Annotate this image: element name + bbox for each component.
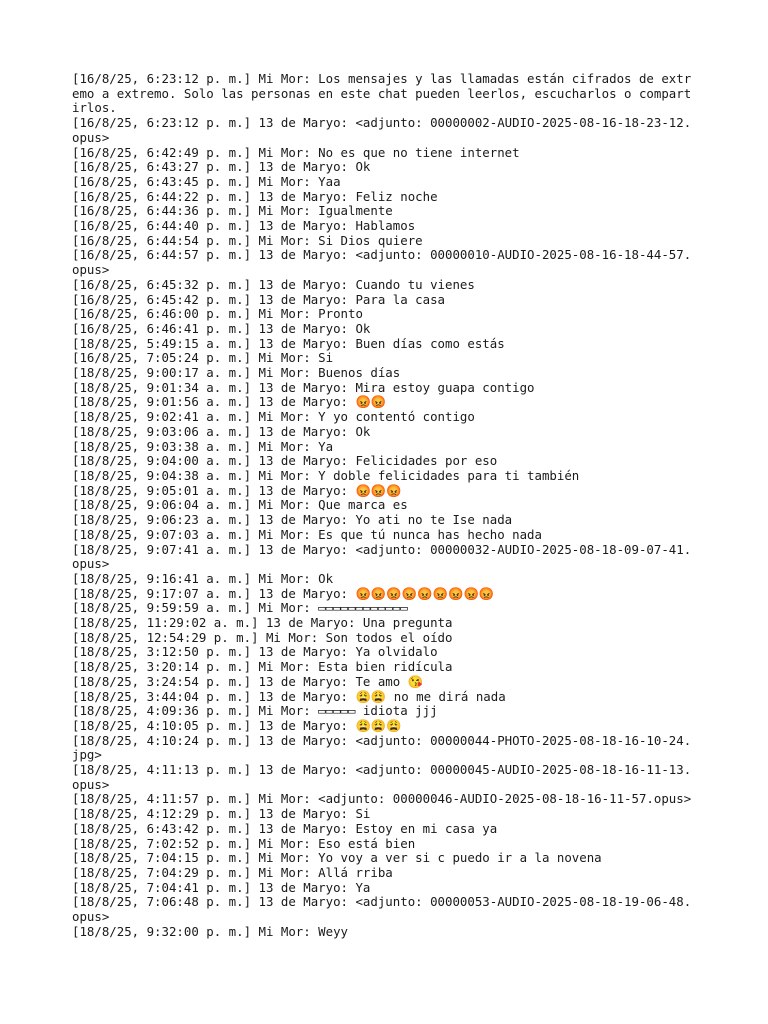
chat-line: [18/8/25, 6:43:42 p. m.] 13 de Maryo: Estoy en mi casa ya — [72, 820, 498, 836]
chat-line: [18/8/25, 7:02:52 p. m.] Mi Mor: Eso está bien — [72, 835, 416, 851]
chat-line: [18/8/25, 9:04:38 a. m.] Mi Mor: Y doble felicidades para ti también — [72, 467, 580, 483]
chat-line: [18/8/25, 7:06:48 p. m.] 13 de Maryo: <adjunto: 00000053-AUDIO-2025-08-18-19-06-48.opus> — [72, 894, 692, 925]
chat-line: [18/8/25, 9:06:23 a. m.] 13 de Maryo: Yo ati no te Ise nada — [72, 512, 513, 528]
chat-line: [18/8/25, 9:17:07 a. m.] 13 de Maryo: 😡😡😡😡😡😡😡😡😡 — [72, 585, 495, 601]
chat-line: [18/8/25, 3:20:14 p. m.] Mi Mor: Esta bien ridícula — [72, 659, 453, 675]
chat-line: [16/8/25, 7:05:24 p. m.] Mi Mor: Si — [72, 350, 334, 366]
chat-line: [16/8/25, 6:42:49 p. m.] Mi Mor: No es que no tiene internet — [72, 144, 520, 160]
chat-line: [16/8/25, 6:45:32 p. m.] 13 de Maryo: Cuando tu vienes — [72, 276, 475, 292]
chat-line: [18/8/25, 7:04:29 p. m.] Mi Mor: Allá rriba — [72, 864, 393, 880]
chat-line: [18/8/25, 9:06:04 a. m.] Mi Mor: Que marca es — [72, 497, 408, 513]
chat-line: [18/8/25, 9:01:34 a. m.] 13 de Maryo: Mira estoy guapa contigo — [72, 379, 535, 395]
chat-line: [18/8/25, 12:54:29 p. m.] Mi Mor: Son todos el oído — [72, 629, 453, 645]
chat-line: [18/8/25, 9:00:17 a. m.] Mi Mor: Buenos días — [72, 365, 401, 381]
chat-line: [16/8/25, 6:44:36 p. m.] Mi Mor: Igualmente — [72, 203, 393, 219]
chat-line: [18/8/25, 3:44:04 p. m.] 13 de Maryo: 😩😩 no me dirá nada — [72, 688, 506, 704]
chat-line: [16/8/25, 6:43:27 p. m.] 13 de Maryo: Ok — [72, 159, 371, 175]
chat-line: [18/8/25, 9:05:01 a. m.] 13 de Maryo: 😡😡😡 — [72, 482, 402, 498]
chat-line: [16/8/25, 6:23:12 p. m.] 13 de Maryo: <adjunto: 00000002-AUDIO-2025-08-16-18-23-12.opus> — [72, 115, 692, 145]
chat-line: [16/8/25, 6:45:42 p. m.] 13 de Maryo: Para la casa — [72, 291, 445, 307]
chat-line: [18/8/25, 4:12:29 p. m.] 13 de Maryo: Si — [72, 806, 371, 822]
chat-line: [18/8/25, 5:49:15 a. m.] 13 de Maryo: Buen días como estás — [72, 335, 505, 351]
chat-line: [18/8/25, 9:03:06 a. m.] 13 de Maryo: Ok — [72, 423, 371, 439]
chat-line: [18/8/25, 3:12:50 p. m.] 13 de Maryo: Ya olvidalo — [72, 644, 438, 660]
chat-line: [18/8/25, 4:09:36 p. m.] Mi Mor: ▭▭▭▭▭ idiota jjj — [72, 703, 438, 719]
chat-line: [16/8/25, 6:44:57 p. m.] 13 de Maryo: <adjunto: 00000010-AUDIO-2025-08-16-18-44-57.opus> — [72, 247, 692, 278]
chat-line: [16/8/25, 6:43:45 p. m.] Mi Mor: Yaa — [72, 173, 341, 189]
chat-line: [18/8/25, 9:32:00 p. m.] Mi Mor: Weyy — [72, 923, 349, 939]
chat-line: [18/8/25, 9:01:56 a. m.] 13 de Maryo: 😡😡 — [72, 394, 387, 410]
chat-line: [16/8/25, 6:44:54 p. m.] Mi Mor: Si Dios quiere — [72, 232, 423, 248]
chat-line: [18/8/25, 9:02:41 a. m.] Mi Mor: Y yo contentó contigo — [72, 409, 475, 425]
chat-line: [16/8/25, 6:46:41 p. m.] 13 de Maryo: Ok — [72, 320, 371, 336]
chat-line: [18/8/25, 9:07:41 a. m.] 13 de Maryo: <adjunto: 00000032-AUDIO-2025-08-18-09-07-41.opus> — [72, 541, 692, 572]
chat-line: [18/8/25, 11:29:02 a. m.] 13 de Maryo: Una pregunta — [72, 615, 453, 631]
chat-line: [18/8/25, 9:07:03 a. m.] Mi Mor: Es que tú nunca has hecho nada — [72, 526, 542, 542]
chat-line: [18/8/25, 9:59:59 a. m.] Mi Mor: ▭▭▭▭▭▭▭▭▭▭▭▭ — [72, 600, 408, 616]
chat-line: [18/8/25, 7:04:15 p. m.] Mi Mor: Yo voy a ver si c puedo ir a la novena — [72, 850, 602, 866]
chat-line: [16/8/25, 6:44:40 p. m.] 13 de Maryo: Hablamos — [72, 218, 416, 234]
chat-line: [18/8/25, 9:03:38 a. m.] Mi Mor: Ya — [72, 438, 334, 454]
chat-line: [18/8/25, 4:11:57 p. m.] Mi Mor: <adjunto: 00000046-AUDIO-2025-08-18-16-11-57.opus> — [72, 791, 692, 807]
chat-line: [18/8/25, 3:24:54 p. m.] 13 de Maryo: Te amo 😘 — [72, 673, 424, 689]
chat-line: [18/8/25, 4:11:13 p. m.] 13 de Maryo: <adjunto: 00000045-AUDIO-2025-08-18-16-11-13.opus> — [72, 762, 692, 792]
chat-export-text — [72, 72, 698, 939]
chat-line: [18/8/25, 4:10:05 p. m.] 13 de Maryo: 😩😩😩 — [72, 717, 402, 733]
chat-line: [18/8/25, 7:04:41 p. m.] 13 de Maryo: Ya — [72, 879, 371, 895]
chat-line: [18/8/25, 9:16:41 a. m.] Mi Mor: Ok — [72, 570, 334, 586]
chat-line: [16/8/25, 6:23:12 p. m.] Mi Mor: Los mensajes y las llamadas están cifrados de extremo a extremo. Solo las personas en este chat pueden leerlos, escucharlos o compartirlos. — [72, 71, 692, 116]
chat-line: [18/8/25, 9:04:00 a. m.] 13 de Maryo: Felicidades por eso — [72, 453, 498, 469]
chat-line: [16/8/25, 6:46:00 p. m.] Mi Mor: Pronto — [72, 306, 363, 322]
chat-line: [16/8/25, 6:44:22 p. m.] 13 de Maryo: Feliz noche — [72, 188, 438, 204]
chat-line: [18/8/25, 4:10:24 p. m.] 13 de Maryo: <adjunto: 00000044-PHOTO-2025-08-18-16-10-24.jpg> — [72, 732, 692, 763]
